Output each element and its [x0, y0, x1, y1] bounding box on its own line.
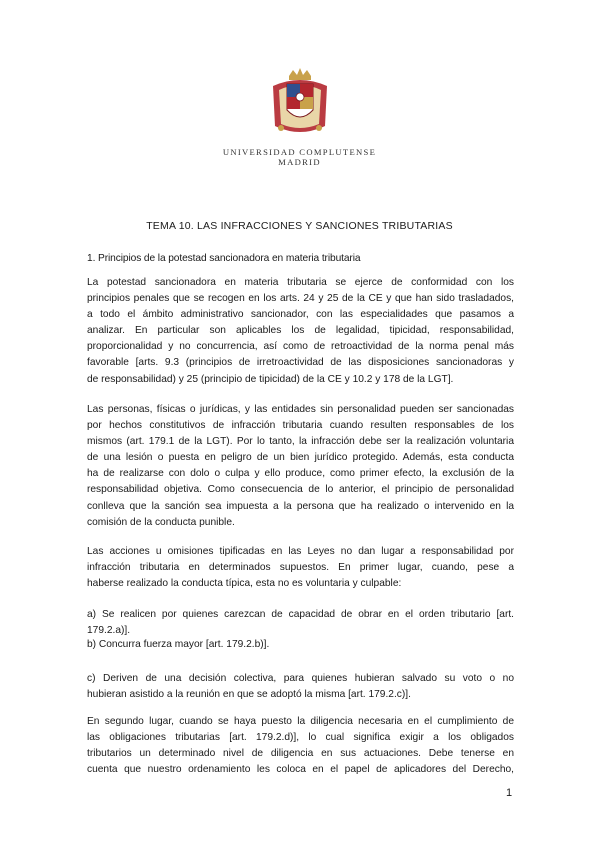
paragraph-line: a) Se realicen por quienes carezcan de capacidad de obrar en el orden tributario [art.	[87, 609, 514, 620]
paragraph-line: de una lesión o puesta en peligro de un bien jurídico protegido. Además, esta conducta	[87, 452, 514, 464]
paragraph-line: proporcionalidad y no concurrencia, así como de retroactividad de la norma penal más	[87, 341, 514, 353]
section-heading: 1. Principios de la potestad sancionadora en materia tributaria	[87, 253, 361, 264]
paragraph-line: Las personas, físicas o jurídicas, y las entidades sin personalidad pueden ser sancionadas	[87, 404, 514, 415]
paragraph-line: principios penales que se recogen en los arts. 24 y 25 de la CE y que han sido trasladados,	[87, 293, 514, 305]
paragraph-line: c) Deriven de una decisión colectiva, para quienes hubieran salvado su voto o no	[87, 673, 514, 684]
paragraph	[87, 402, 514, 531]
paragraph-line: hubieran asistido a la reunión en que se adoptó la misma [art. 179.2.c)].	[87, 689, 411, 701]
paragraph-line: conlleva que la sanción sea impuesta a la persona que ha realizado o intervenido en la	[87, 500, 514, 512]
paragraph-line: b) Concurra fuerza mayor [art. 179.2.b)].	[87, 639, 270, 650]
paragraph-line: En segundo lugar, cuando se haya puesto la diligencia necesaria en el cumplimiento de	[87, 716, 514, 727]
paragraph-line: ha de realizarse con dolo o culpa y ello produce, como primer efecto, la exclusión de la	[87, 468, 514, 480]
paragraph-line: favorable [arts. 9.3 (principios de irretroactividad de las disposiciones sancionadoras y	[87, 357, 514, 369]
paragraph-line: 179.2.a)].	[87, 625, 131, 637]
paragraph-line: responsabilidad objetiva. Como consecuencia de lo anterior, el principio de personalidad	[87, 484, 514, 496]
list-item	[87, 637, 514, 653]
list-item	[87, 671, 514, 703]
university-name: UNIVERSIDAD COMPLUTENSE	[222, 147, 377, 157]
paragraph-line: por hechos constitutivos de infracción tributaria cuando resulten responsables de los	[87, 420, 514, 432]
paragraph-line: infracción tributaria en determinados supuestos. En primer lugar, cuando, pese a	[87, 562, 514, 574]
page-number: 1	[506, 787, 513, 799]
paragraph-line: a todo el ámbito administrativo sancionador, con las especialidades que pasamos a	[87, 309, 514, 321]
university-city: MADRID	[278, 157, 321, 167]
paragraph-line: de responsabilidad) y 25 (principio de tipicidad) de la CE y 10.2 y 178 de la LGT].	[87, 373, 454, 385]
paragraph-line: tributarios un determinado nivel de diligencia en sus actuaciones. Debe tenerse en	[87, 748, 514, 760]
paragraph	[87, 275, 514, 388]
paragraph-line: comisión de la conducta punible.	[87, 516, 235, 528]
paragraph-line: La potestad sancionadora en materia tributaria se ejerce de conformidad con los	[87, 277, 514, 288]
paragraph-line: analizar. En particular son aplicables los de legalidad, tipicidad, responsabilidad,	[87, 325, 514, 337]
paragraph-line: Las acciones u omisiones tipificadas en las Leyes no dan lugar a responsabilidad por	[87, 546, 514, 557]
paragraph-line: las obligaciones tributarias [art. 179.2.d)], lo cual significa exigir a los obligados	[87, 732, 514, 744]
document-title: TEMA 10. LAS INFRACCIONES Y SANCIONES TRIBUTARIAS	[146, 220, 453, 232]
university-crest-logo	[265, 66, 335, 138]
paragraph-line: mismos (art. 179.1 de la LGT). Por lo tanto, la infracción debe ser la realización voluntaria	[87, 436, 514, 448]
paragraph	[87, 544, 514, 592]
paragraph-line: haberse realizado la conducta típica, esta no es voluntaria y culpable:	[87, 578, 402, 590]
paragraph	[87, 714, 514, 778]
paragraph-line: cuenta que nuestro ordenamiento les coloca en el papel de aplicadores del Derecho,	[87, 764, 514, 776]
list-item	[87, 607, 514, 639]
